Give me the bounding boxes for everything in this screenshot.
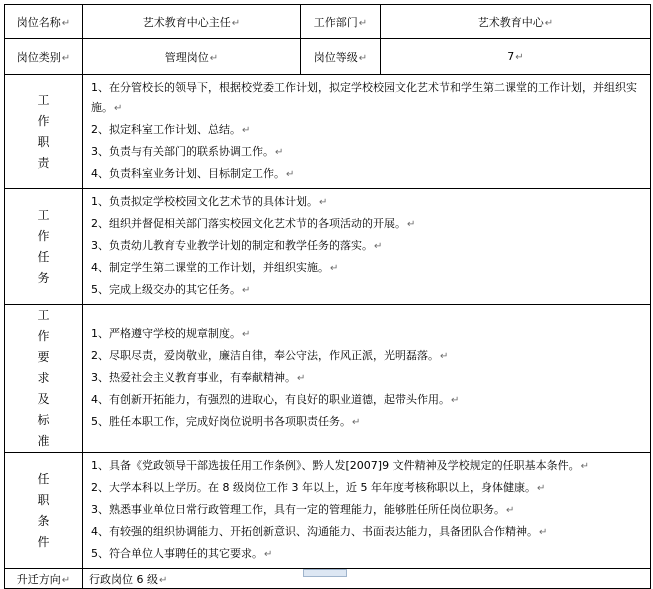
- conditions-label-char: 任: [37, 471, 50, 486]
- promotion-label-cell: [5, 569, 83, 589]
- condition-item: 1、具备《党政领导干部选拔任用工作条例》、黔人发[2007]9 文件精神及学校规定的任职基本条件。↵: [91, 459, 589, 472]
- tasks-label-cell: [5, 189, 83, 305]
- grade-label: 岗位等级: [313, 50, 358, 64]
- tasks-label-char: 作: [37, 228, 50, 243]
- conditions-content-cell[interactable]: [83, 453, 651, 569]
- duty-item: 1、在分管校长的领导下，根据校党委工作计划，拟定学校校园文化艺术节和学生第二课堂的工作计划，并组织实施。↵: [91, 81, 637, 114]
- condition-item: 5、符合单位人事聘任的其它要求。↵: [91, 547, 273, 560]
- conditions-label-char: 条: [37, 513, 50, 528]
- standard-item: 1、严格遵守学校的规章制度。↵: [91, 327, 251, 340]
- standards-label-char: 工: [37, 308, 50, 322]
- task-item: 3、负责幼儿教育专业教学计划的制定和教学任务的落实。↵: [91, 239, 383, 252]
- promotion-value: 行政岗位 6 级: [89, 572, 158, 586]
- position-name-value-cell[interactable]: [83, 5, 301, 39]
- tasks-row: [5, 189, 651, 305]
- condition-item: 3、熟悉事业单位日常行政管理工作，具有一定的管理能力，能够胜任所任岗位职务。↵: [91, 503, 515, 516]
- task-item: 5、完成上级交办的其它任务。↵: [91, 283, 251, 296]
- duties-label-cell: [5, 75, 83, 189]
- duty-item: 3、负责与有关部门的联系协调工作。↵: [91, 145, 284, 158]
- duties-row: [5, 75, 651, 189]
- paragraph-mark: ↵: [61, 52, 71, 64]
- tasks-label-char: 务: [37, 270, 50, 285]
- task-item: 2、组织并督促相关部门落实校园文化艺术节的各项活动的开展。↵: [91, 217, 416, 230]
- standards-label-cell: [5, 305, 83, 453]
- duties-label-char: 作: [37, 113, 50, 128]
- task-item: 1、负责拟定学校校园文化艺术节的具体计划。↵: [91, 195, 328, 208]
- standards-label-char: 要: [37, 350, 50, 364]
- duties-label-char: 工: [37, 92, 50, 107]
- standards-label-char: 作: [37, 329, 50, 343]
- paragraph-mark: ↵: [61, 17, 71, 29]
- position-name-label-cell: [5, 5, 83, 39]
- duty-item: 4、负责科室业务计划、目标制定工作。↵: [91, 167, 295, 180]
- standards-content-cell[interactable]: [83, 305, 651, 453]
- standard-item: 4、有创新开拓能力，有强烈的进取心，有良好的职业道德，起带头作用。↵: [91, 393, 460, 406]
- duty-item: 2、拟定科室工作计划、总结。↵: [91, 123, 251, 136]
- conditions-row: [5, 453, 651, 569]
- duties-label-char: 责: [37, 155, 50, 170]
- department-label-cell: [301, 5, 381, 39]
- grade-label-cell: [301, 39, 381, 75]
- conditions-label-char: 职: [37, 492, 50, 507]
- header-row-1: [5, 5, 651, 39]
- condition-item: 4、有较强的组织协调能力、开拓创新意识、沟通能力、书面表达能力，具备团队合作精神。↵: [91, 525, 548, 538]
- standards-label-char: 准: [37, 434, 50, 448]
- duties-content-cell[interactable]: [83, 75, 651, 189]
- header-row-2: [5, 39, 651, 75]
- duties-label-char: 职: [37, 134, 50, 149]
- tasks-content-cell[interactable]: [83, 189, 651, 305]
- standard-item: 3、热爱社会主义教育事业，有奉献精神。↵: [91, 371, 306, 384]
- department-label: 工作部门: [313, 15, 358, 29]
- conditions-label-cell: [5, 453, 83, 569]
- paragraph-mark: ↵: [209, 52, 219, 64]
- department-value: 艺术教育中心: [477, 15, 544, 29]
- standards-row: [5, 305, 651, 453]
- task-item: 4、制定学生第二课堂的工作计划，并组织实施。↵: [91, 261, 339, 274]
- paragraph-mark: ↵: [159, 574, 168, 586]
- grade-value-cell[interactable]: [381, 39, 651, 75]
- job-description-table: [4, 4, 651, 589]
- category-value: 管理岗位: [164, 50, 209, 64]
- standards-label-char: 及: [37, 392, 50, 406]
- grade-value: 7: [507, 50, 515, 63]
- category-label: 岗位类别: [16, 50, 61, 64]
- standards-label-char: 标: [37, 413, 50, 427]
- paragraph-mark: ↵: [358, 52, 368, 64]
- standards-label-char: 求: [37, 371, 50, 385]
- paragraph-mark: ↵: [544, 17, 554, 29]
- paragraph-mark: ↵: [358, 17, 368, 29]
- department-value-cell[interactable]: [381, 5, 651, 39]
- position-name-label: 岗位名称: [16, 15, 61, 29]
- scrollbar-thumb[interactable]: [303, 569, 347, 577]
- category-value-cell[interactable]: [83, 39, 301, 75]
- condition-item: 2、大学本科以上学历。在 8 级岗位工作 3 年以上，近 5 年年度考核称职以上，身体健康。↵: [91, 481, 546, 494]
- position-name-value: 艺术教育中心主任: [142, 15, 231, 29]
- paragraph-mark: ↵: [61, 574, 71, 586]
- category-label-cell: [5, 39, 83, 75]
- conditions-label-char: 件: [37, 534, 50, 549]
- promotion-label: 升迁方向: [16, 572, 61, 586]
- tasks-label-char: 工: [37, 207, 50, 222]
- promotion-value-cell[interactable]: [83, 569, 651, 589]
- standard-item: 5、胜任本职工作，完成好岗位说明书各项职责任务。↵: [91, 415, 361, 428]
- paragraph-mark: ↵: [515, 52, 524, 63]
- paragraph-mark: ↵: [231, 17, 241, 29]
- standard-item: 2、尽职尽责，爱岗敬业，廉洁自律，奉公守法，作风正派，光明磊落。↵: [91, 349, 449, 362]
- tasks-label-char: 任: [37, 249, 50, 264]
